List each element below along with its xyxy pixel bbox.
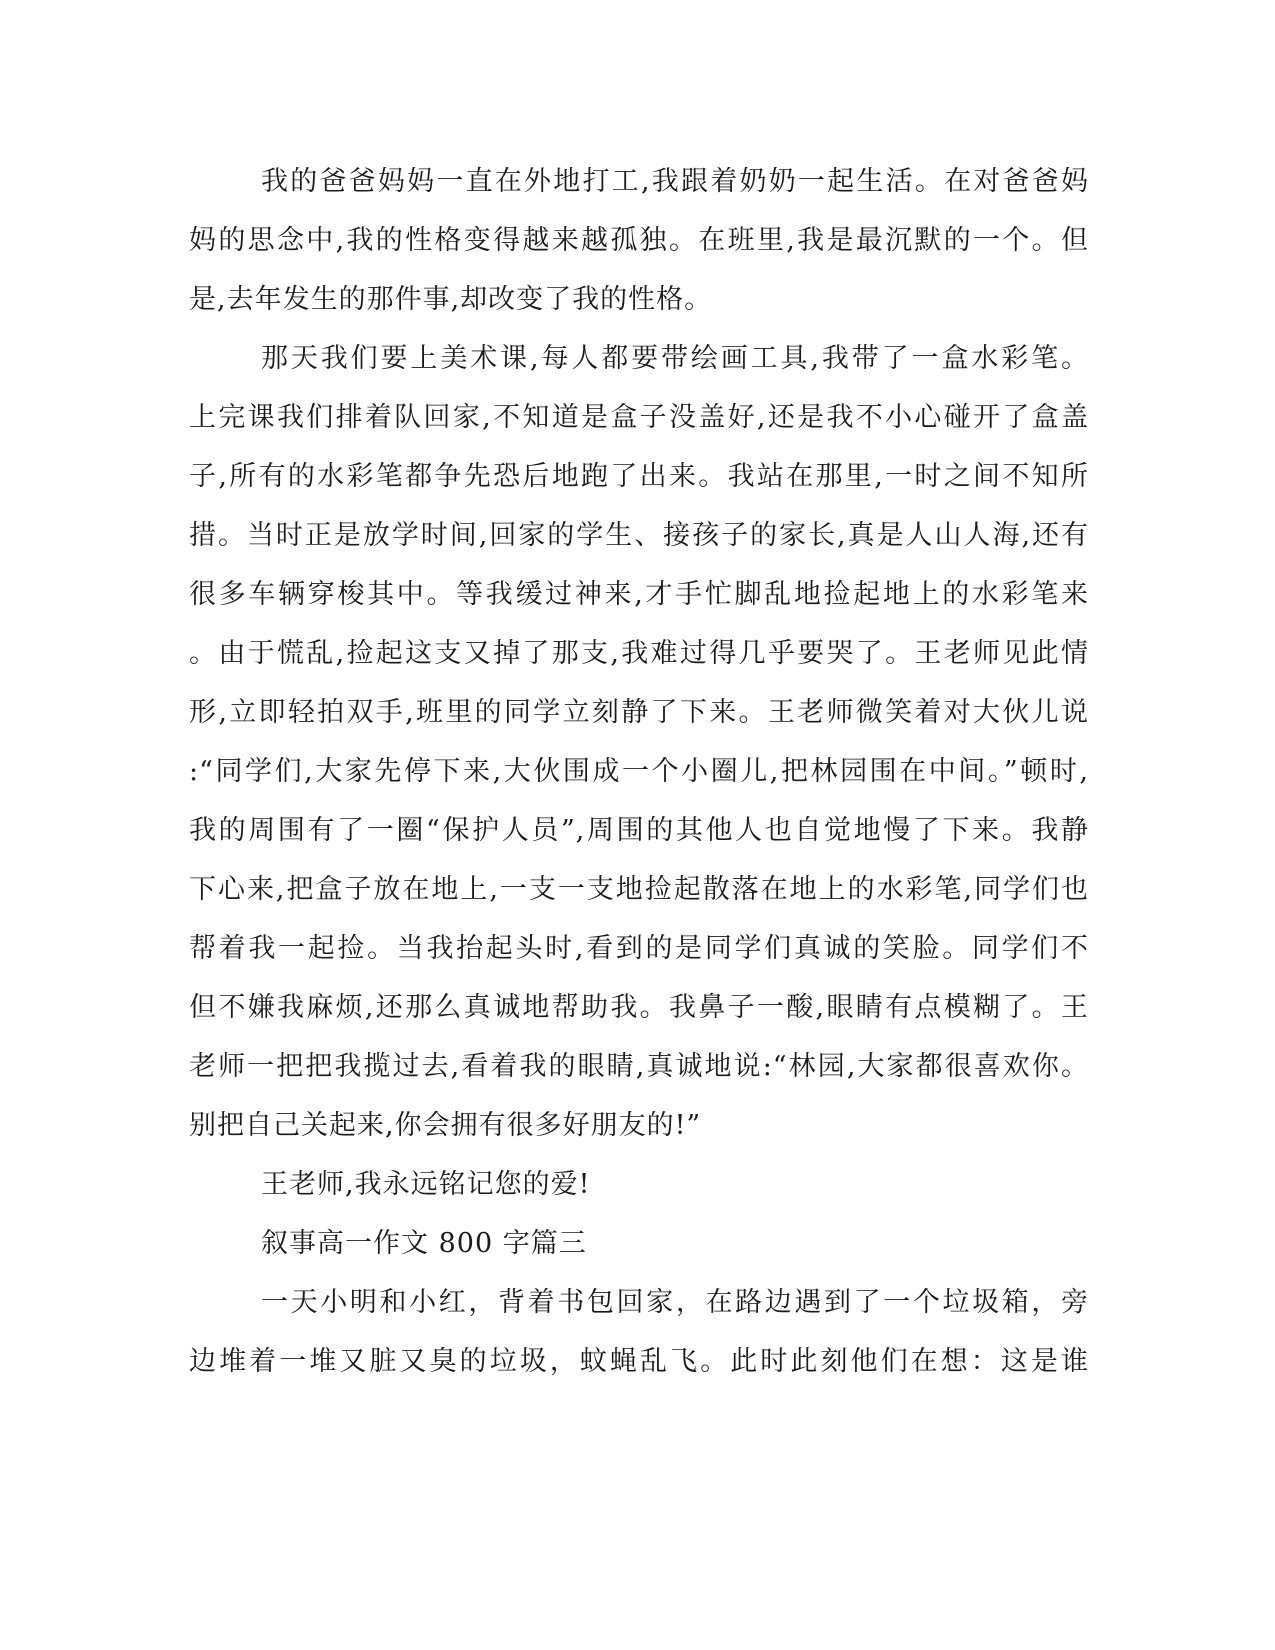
section-heading: 叙事高一作文 800 字篇三 (261, 1228, 587, 1259)
text-line: 别把自己关起来,你会拥有很多好朋友的!” (189, 1110, 702, 1141)
text-line: 老师一把把我揽过去,看着我的眼睛,真诚地说:“林园,大家都很喜欢你。 (189, 1051, 1089, 1082)
text-line: 上完课我们排着队回家,不知道是盒子没盖好,还是我不小心碰开了盒盖 (189, 402, 1089, 433)
text-line: 但不嫌我麻烦,还那么真诚地帮助我。我鼻子一酸,眼睛有点模糊了。王 (189, 992, 1089, 1023)
text-line: 我的爸爸妈妈一直在外地打工,我跟着奶奶一起生活。在对爸爸妈 (261, 166, 1089, 197)
text-line: 那天我们要上美术课,每人都要带绘画工具,我带了一盒水彩笔。 (261, 343, 1089, 374)
text-line: 子,所有的水彩笔都争先恐后地跑了出来。我站在那里,一时之间不知所 (189, 461, 1089, 492)
text-line: 是,去年发生的那件事,却改变了我的性格。 (189, 284, 713, 315)
text-line: 帮着我一起捡。当我抬起头时,看到的是同学们真诚的笑脸。同学们不 (189, 933, 1089, 964)
text-line: 措。当时正是放学时间,回家的学生、接孩子的家长,真是人山人海,还有 (189, 520, 1089, 551)
text-line: 形,立即轻拍双手,班里的同学立刻静了下来。王老师微笑着对大伙儿说 (189, 697, 1089, 728)
text-line: 妈的思念中,我的性格变得越来越孤独。在班里,我是最沉默的一个。但 (189, 225, 1089, 256)
text-line: 。由于慌乱,捡起这支又掉了那支,我难过得几乎要哭了。王老师见此情 (189, 638, 1089, 669)
text-line: :“同学们,大家先停下来,大伙围成一个小圈儿,把林园围在中间。”顿时, (189, 756, 1089, 787)
text-line: 王老师,我永远铭记您的爱! (261, 1169, 591, 1200)
text-line: 边堆着一堆又脏又臭的垃圾，蚊蝇乱飞。此时此刻他们在想：这是谁 (189, 1346, 1089, 1377)
text-line: 很多车辆穿梭其中。等我缓过神来,才手忙脚乱地捡起地上的水彩笔来 (189, 579, 1089, 610)
text-line: 下心来,把盒子放在地上,一支一支地捡起散落在地上的水彩笔,同学们也 (189, 874, 1089, 905)
text-line: 我的周围有了一圈“保护人员”,周围的其他人也自觉地慢了下来。我静 (189, 815, 1089, 846)
text-line: 一天小明和小红，背着书包回家，在路边遇到了一个垃圾箱，旁 (261, 1287, 1089, 1318)
